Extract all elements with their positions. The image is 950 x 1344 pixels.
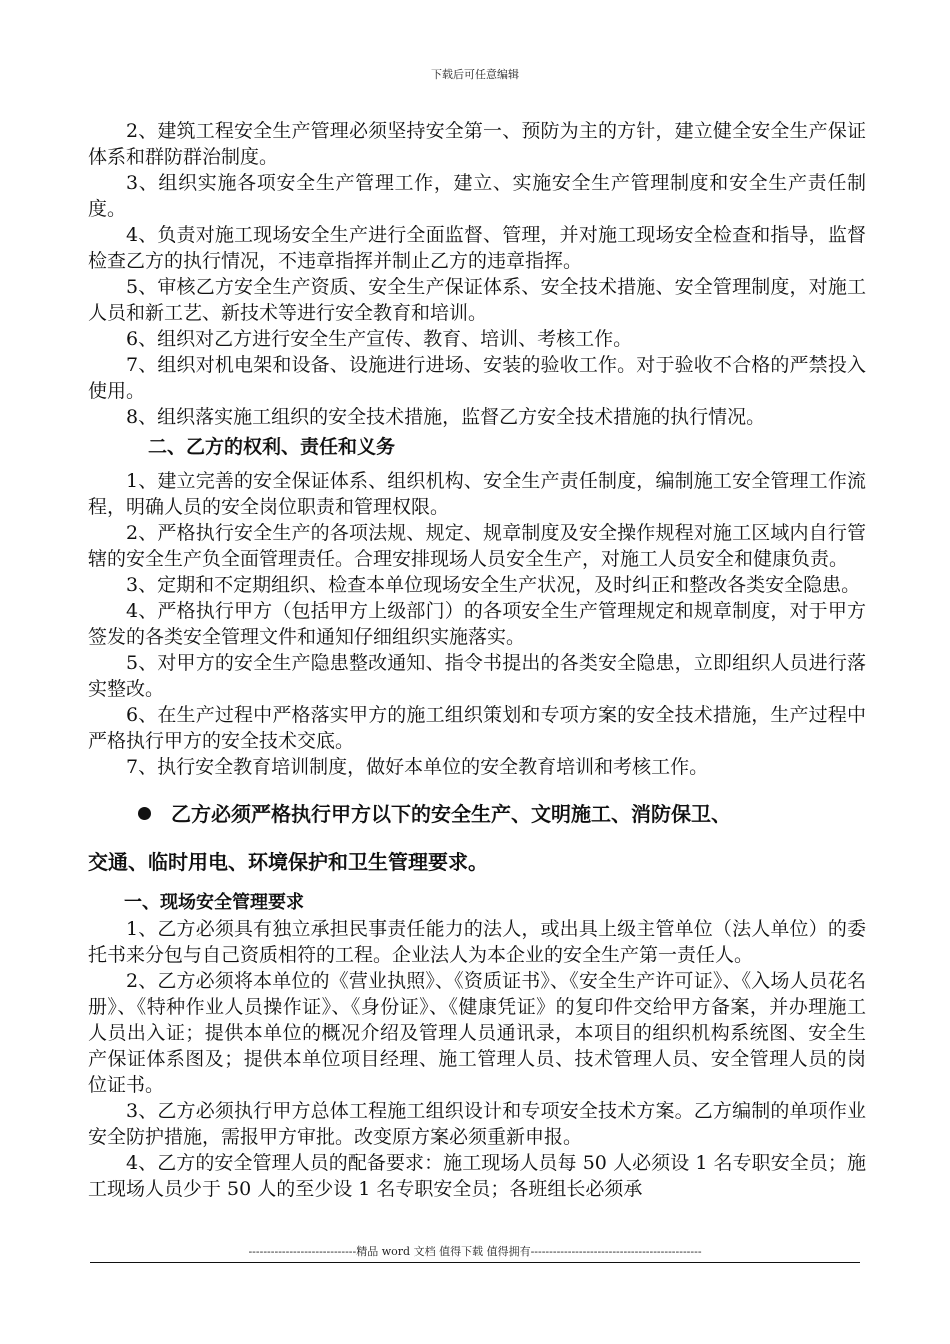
paragraph: 7、执行安全教育培训制度，做好本单位的安全教育培训和考核工作。 <box>126 756 709 778</box>
paragraph: 8、组织落实施工组织的安全技术措施，监督乙方安全技术措施的执行情况。 <box>126 406 766 428</box>
paragraph: 3、定期和不定期组织、检查本单位现场安全生产状况，及时纠正和整改各类安全隐患。 <box>126 574 861 596</box>
paragraph: 4、乙方的安全管理人员的配备要求：施工现场人员每 50 人必须设 1 名专职安全员；施工现场人员少于 50 人的至少设 1 名专职安全员；各班组长必须承 <box>88 1152 866 1200</box>
paragraph: 4、负责对施工现场安全生产进行全面监督、管理，并对施工现场安全检查和指导，监督检查乙方的执行情况，不违章指挥并制止乙方的违章指挥。 <box>88 224 866 272</box>
paragraph: 2、严格执行安全生产的各项法规、规定、规章制度及安全操作规程对施工区域内自行管辖的安全生产负全面管理责任。合理安排现场人员安全生产，对施工人员安全和健康负责。 <box>88 522 866 570</box>
bullet-dot-icon <box>138 807 151 820</box>
paragraph: 7、组织对机电架和设备、设施进行进场、安装的验收工作。对于验收不合格的严禁投入使用。 <box>88 354 866 402</box>
subsection-heading: 一、现场安全管理要求 <box>124 892 304 913</box>
footer-divider <box>90 1262 860 1263</box>
paragraph: 6、在生产过程中严格落实甲方的施工组织策划和专项方案的安全技术措施，生产过程中严格执行甲方的安全技术交底。 <box>88 704 866 752</box>
header-note: 下载后可任意编辑 <box>431 68 519 81</box>
paragraph: 2、建筑工程安全生产管理必须坚持安全第一、预防为主的方针，建立健全安全生产保证体系和群防群治制度。 <box>88 120 866 168</box>
paragraph: 6、组织对乙方进行安全生产宣传、教育、培训、考核工作。 <box>126 328 633 350</box>
section-heading: 二、乙方的权利、责任和义务 <box>148 436 396 458</box>
paragraph: 2、乙方必须将本单位的《营业执照》、《资质证书》、《安全生产许可证》、《入场人员花名册》、《特种作业人员操作证》、《身份证》、《健康凭证》的复印件交给甲方备案，并办理施工人员出入证；提供本单位的概况介绍及管理人员通讯录，本项目的组织机构系统图、安全生产保证体系图及；提供本单位项目经理、施工管理人员、技术管理人员、安全管理人员的岗位证书。 <box>88 970 866 1096</box>
document-body <box>88 118 866 1202</box>
paragraph: 5、对甲方的安全生产隐患整改通知、指令书提出的各类安全隐患，立即组织人员进行落实整改。 <box>88 652 866 700</box>
bullet-heading <box>88 790 866 886</box>
paragraph: 3、乙方必须执行甲方总体工程施工组织设计和专项安全技术方案。乙方编制的单项作业安全防护措施，需报甲方审批。改变原方案必须重新申报。 <box>88 1100 866 1148</box>
footer-note: -----------------------------精品 word 文档 值得下载 值得拥有---------------------------------------------- <box>248 1245 702 1258</box>
paragraph: 1、建立完善的安全保证体系、组织机构、安全生产责任制度，编制施工安全管理工作流程，明确人员的安全岗位职责和管理权限。 <box>88 470 866 518</box>
paragraph: 4、严格执行甲方（包括甲方上级部门）的各项安全生产管理规定和规章制度，对于甲方签发的各类安全管理文件和通知仔细组织实施落实。 <box>88 600 866 648</box>
bullet-heading-line1: 乙方必须严格执行甲方以下的安全生产、文明施工、消防保卫、 <box>171 802 731 826</box>
paragraph: 1、乙方必须具有独立承担民事责任能力的法人，或出具上级主管单位（法人单位）的委托书来分包与自己资质相符的工程。企业法人为本企业的安全生产第一责任人。 <box>88 918 866 966</box>
paragraph: 3、组织实施各项安全生产管理工作，建立、实施安全生产管理制度和安全生产责任制度。 <box>88 172 866 220</box>
bullet-heading-line2: 交通、临时用电、环境保护和卫生管理要求。 <box>88 850 488 874</box>
paragraph: 5、审核乙方安全生产资质、安全生产保证体系、安全技术措施、安全管理制度，对施工人员和新工艺、新技术等进行安全教育和培训。 <box>88 276 866 324</box>
